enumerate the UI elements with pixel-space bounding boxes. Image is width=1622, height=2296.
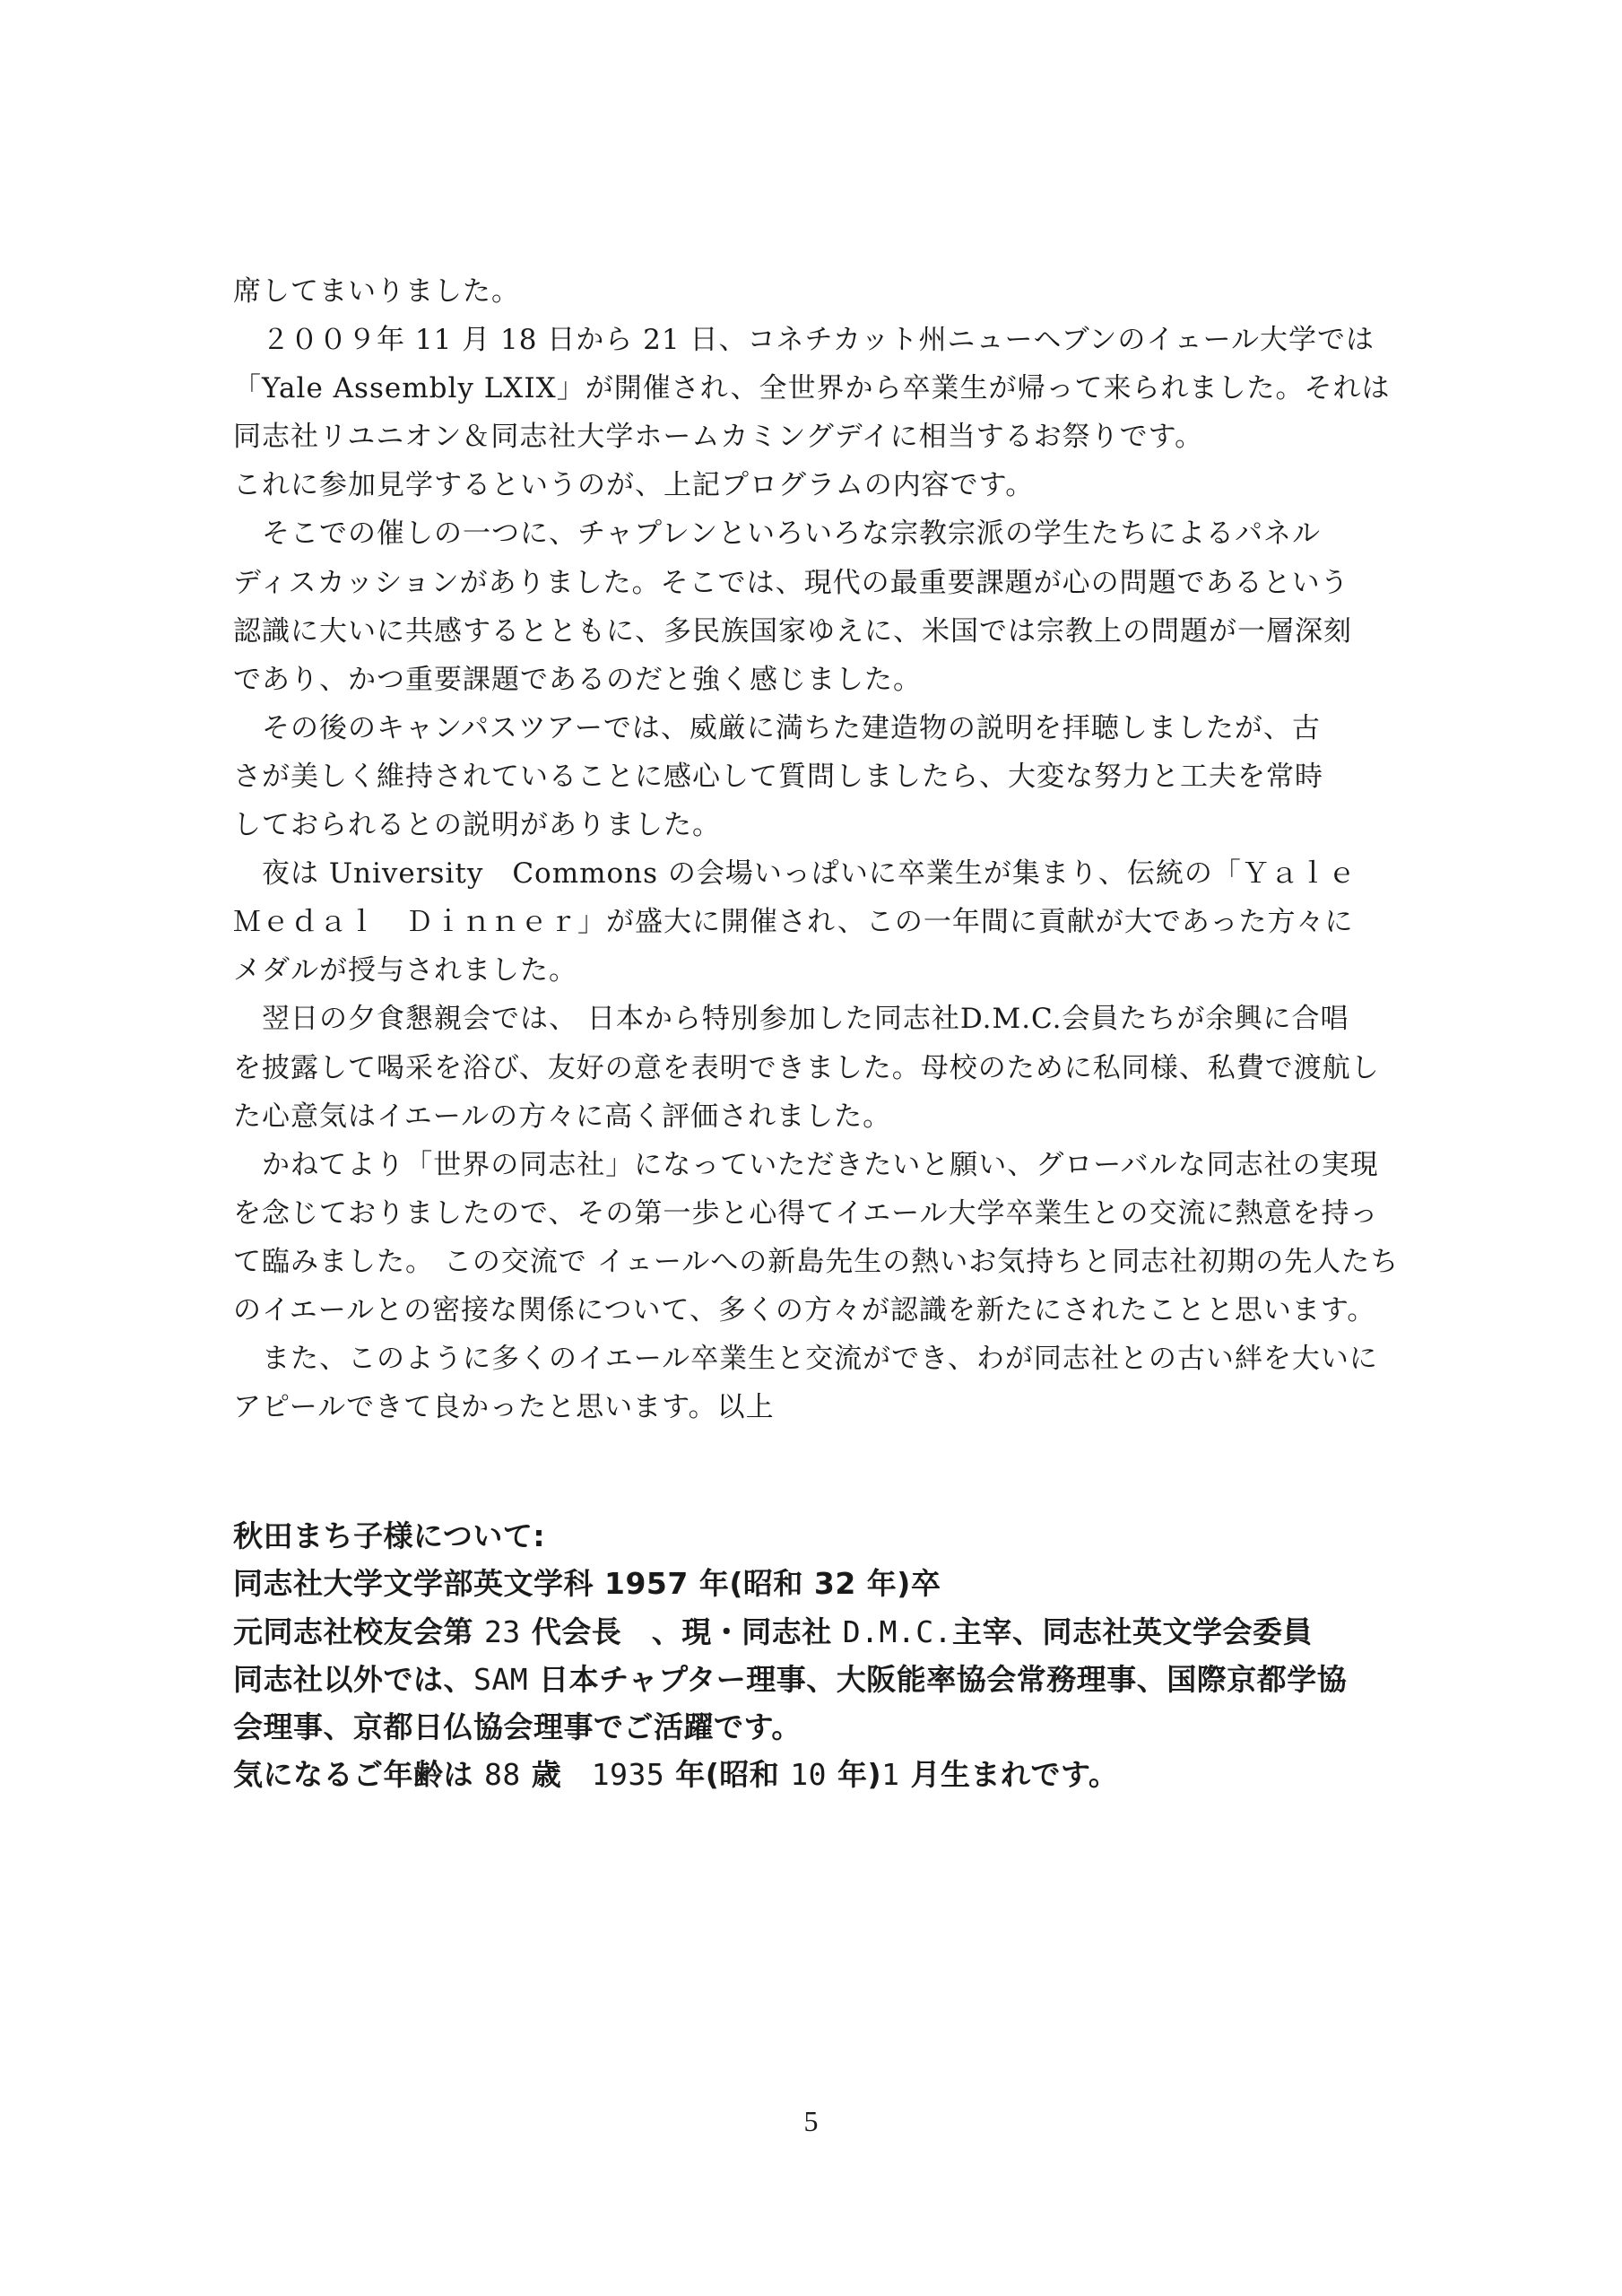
- roles-suffix: 主宰、同志社英文学会委員: [951, 1613, 1313, 1649]
- birth-year: 1935: [591, 1757, 665, 1793]
- body-line: 夜は University Commons の会場いっぱいに卒業生が集まり、伝統の「Ｙａｌｅ: [233, 857, 1357, 891]
- body-line: 席してまいりました。: [233, 275, 520, 308]
- org-name: SAM: [473, 1661, 529, 1697]
- body-line: ２００９年 11 月 18 日から 21 日、コネチカット州ニューヘブンのイェール大学では: [233, 324, 1375, 357]
- profile-roles: [233, 1608, 1417, 1656]
- term-number: 23: [484, 1613, 521, 1649]
- body-line: また、このように多くのイエール卒業生と交流ができ、わが同志社との古い絆を大いに: [233, 1343, 1378, 1376]
- body-line: ディスカッションがありました。そこでは、現代の最重要課題が心の問題であるという: [233, 566, 1349, 599]
- profile-age: [233, 1751, 1417, 1798]
- body-line: Ｍｅｄａｌ Ｄｉｎｎｅｒ」が盛大に開催され、この一年間に貢献が大であった方々に: [233, 906, 1354, 939]
- age-value: 88: [484, 1757, 521, 1793]
- body-line: 翌日の夕食懇親会では、 日本から特別参加した同志社D.M.C.会員たちが余興に合唱: [233, 1003, 1349, 1036]
- body-line: かねてより「世界の同志社」になっていただきたいと願い、グローバルな同志社の実現: [233, 1148, 1379, 1181]
- profile-graduation: 同志社大学文学部英文学科 1957 年(昭和 32 年)卒: [233, 1566, 941, 1602]
- profile-external-roles-cont: 会理事、京都日仏協会理事でご活躍です。: [233, 1709, 802, 1745]
- roles-prefix: 元同志社校友会第: [233, 1613, 484, 1649]
- roles-middle: 代会長 、現・同志社: [520, 1613, 843, 1649]
- body-line: であり、かつ重要課題であるのだと強く感じました。: [233, 663, 922, 696]
- profile-section: [233, 1512, 1417, 1799]
- body-line: のイエールとの密接な関係について、多くの方々が認識を新たにされたことと思います。: [233, 1293, 1376, 1326]
- body-line: を披露して喝采を浴び、友好の意を表明できました。母校のために私同様、私費で渡航し: [233, 1051, 1380, 1084]
- body-line: 認識に大いに共感するとともに、多民族国家ゆえに、米国では宗教上の問題が一層深刻: [233, 614, 1352, 648]
- club-name: D.M.C.: [842, 1613, 952, 1649]
- era-year: 10: [790, 1757, 828, 1793]
- body-line: これに参加見学するというのが、上記プログラムの内容です。: [233, 469, 1035, 502]
- body-line: を念じておりましたので、その第一歩と心得てイエール大学卒業生との交流に熱意を持っ: [233, 1196, 1379, 1230]
- body-line: て臨みました。 この交流で イェールへの新島先生の熱いお気持ちと同志社初期の先人たち: [233, 1245, 1400, 1278]
- age-prefix: 気になるご年齢は: [233, 1757, 484, 1793]
- body-line: さが美しく維持されていることに感心して質問しましたら、大変な努力と工夫を常時: [233, 760, 1323, 793]
- article-body: [233, 267, 1399, 1431]
- body-line: そこでの催しの一つに、チャプレンといろいろな宗教宗派の学生たちによるパネル: [233, 517, 1322, 551]
- age-unit: 歳: [520, 1757, 592, 1793]
- age-suffix: 月生まれです。: [899, 1757, 1119, 1793]
- page-number: 5: [803, 2105, 819, 2137]
- body-line: メダルが授与されました。: [233, 954, 577, 987]
- birth-month: 1: [881, 1757, 900, 1793]
- body-line: 同志社リユニオン＆同志社大学ホームカミングデイに相当するお祭りです。: [233, 421, 1204, 454]
- profile-external-roles: [233, 1656, 1417, 1703]
- era-suffix: 年): [827, 1757, 882, 1793]
- body-line: しておられるとの説明がありました。: [233, 809, 721, 842]
- era-prefix: 年(昭和: [664, 1757, 791, 1793]
- external-suffix: 日本チャプター理事、大阪能率協会常務理事、国際京都学協: [528, 1661, 1348, 1697]
- profile-heading: 秋田まち子様について:: [233, 1518, 546, 1553]
- body-line: アピールできて良かったと思います。以上: [233, 1391, 775, 1424]
- body-line: その後のキャンパスツアーでは、威厳に満ちた建造物の説明を拝聴しましたが、古: [233, 711, 1321, 744]
- external-prefix: 同志社以外では、: [233, 1661, 473, 1697]
- body-line: 「Yale Assembly LXIX」が開催され、全世界から卒業生が帰って来られました。それは: [233, 372, 1391, 405]
- body-line: た心意気はイエールの方々に高く評価されました。: [233, 1100, 892, 1133]
